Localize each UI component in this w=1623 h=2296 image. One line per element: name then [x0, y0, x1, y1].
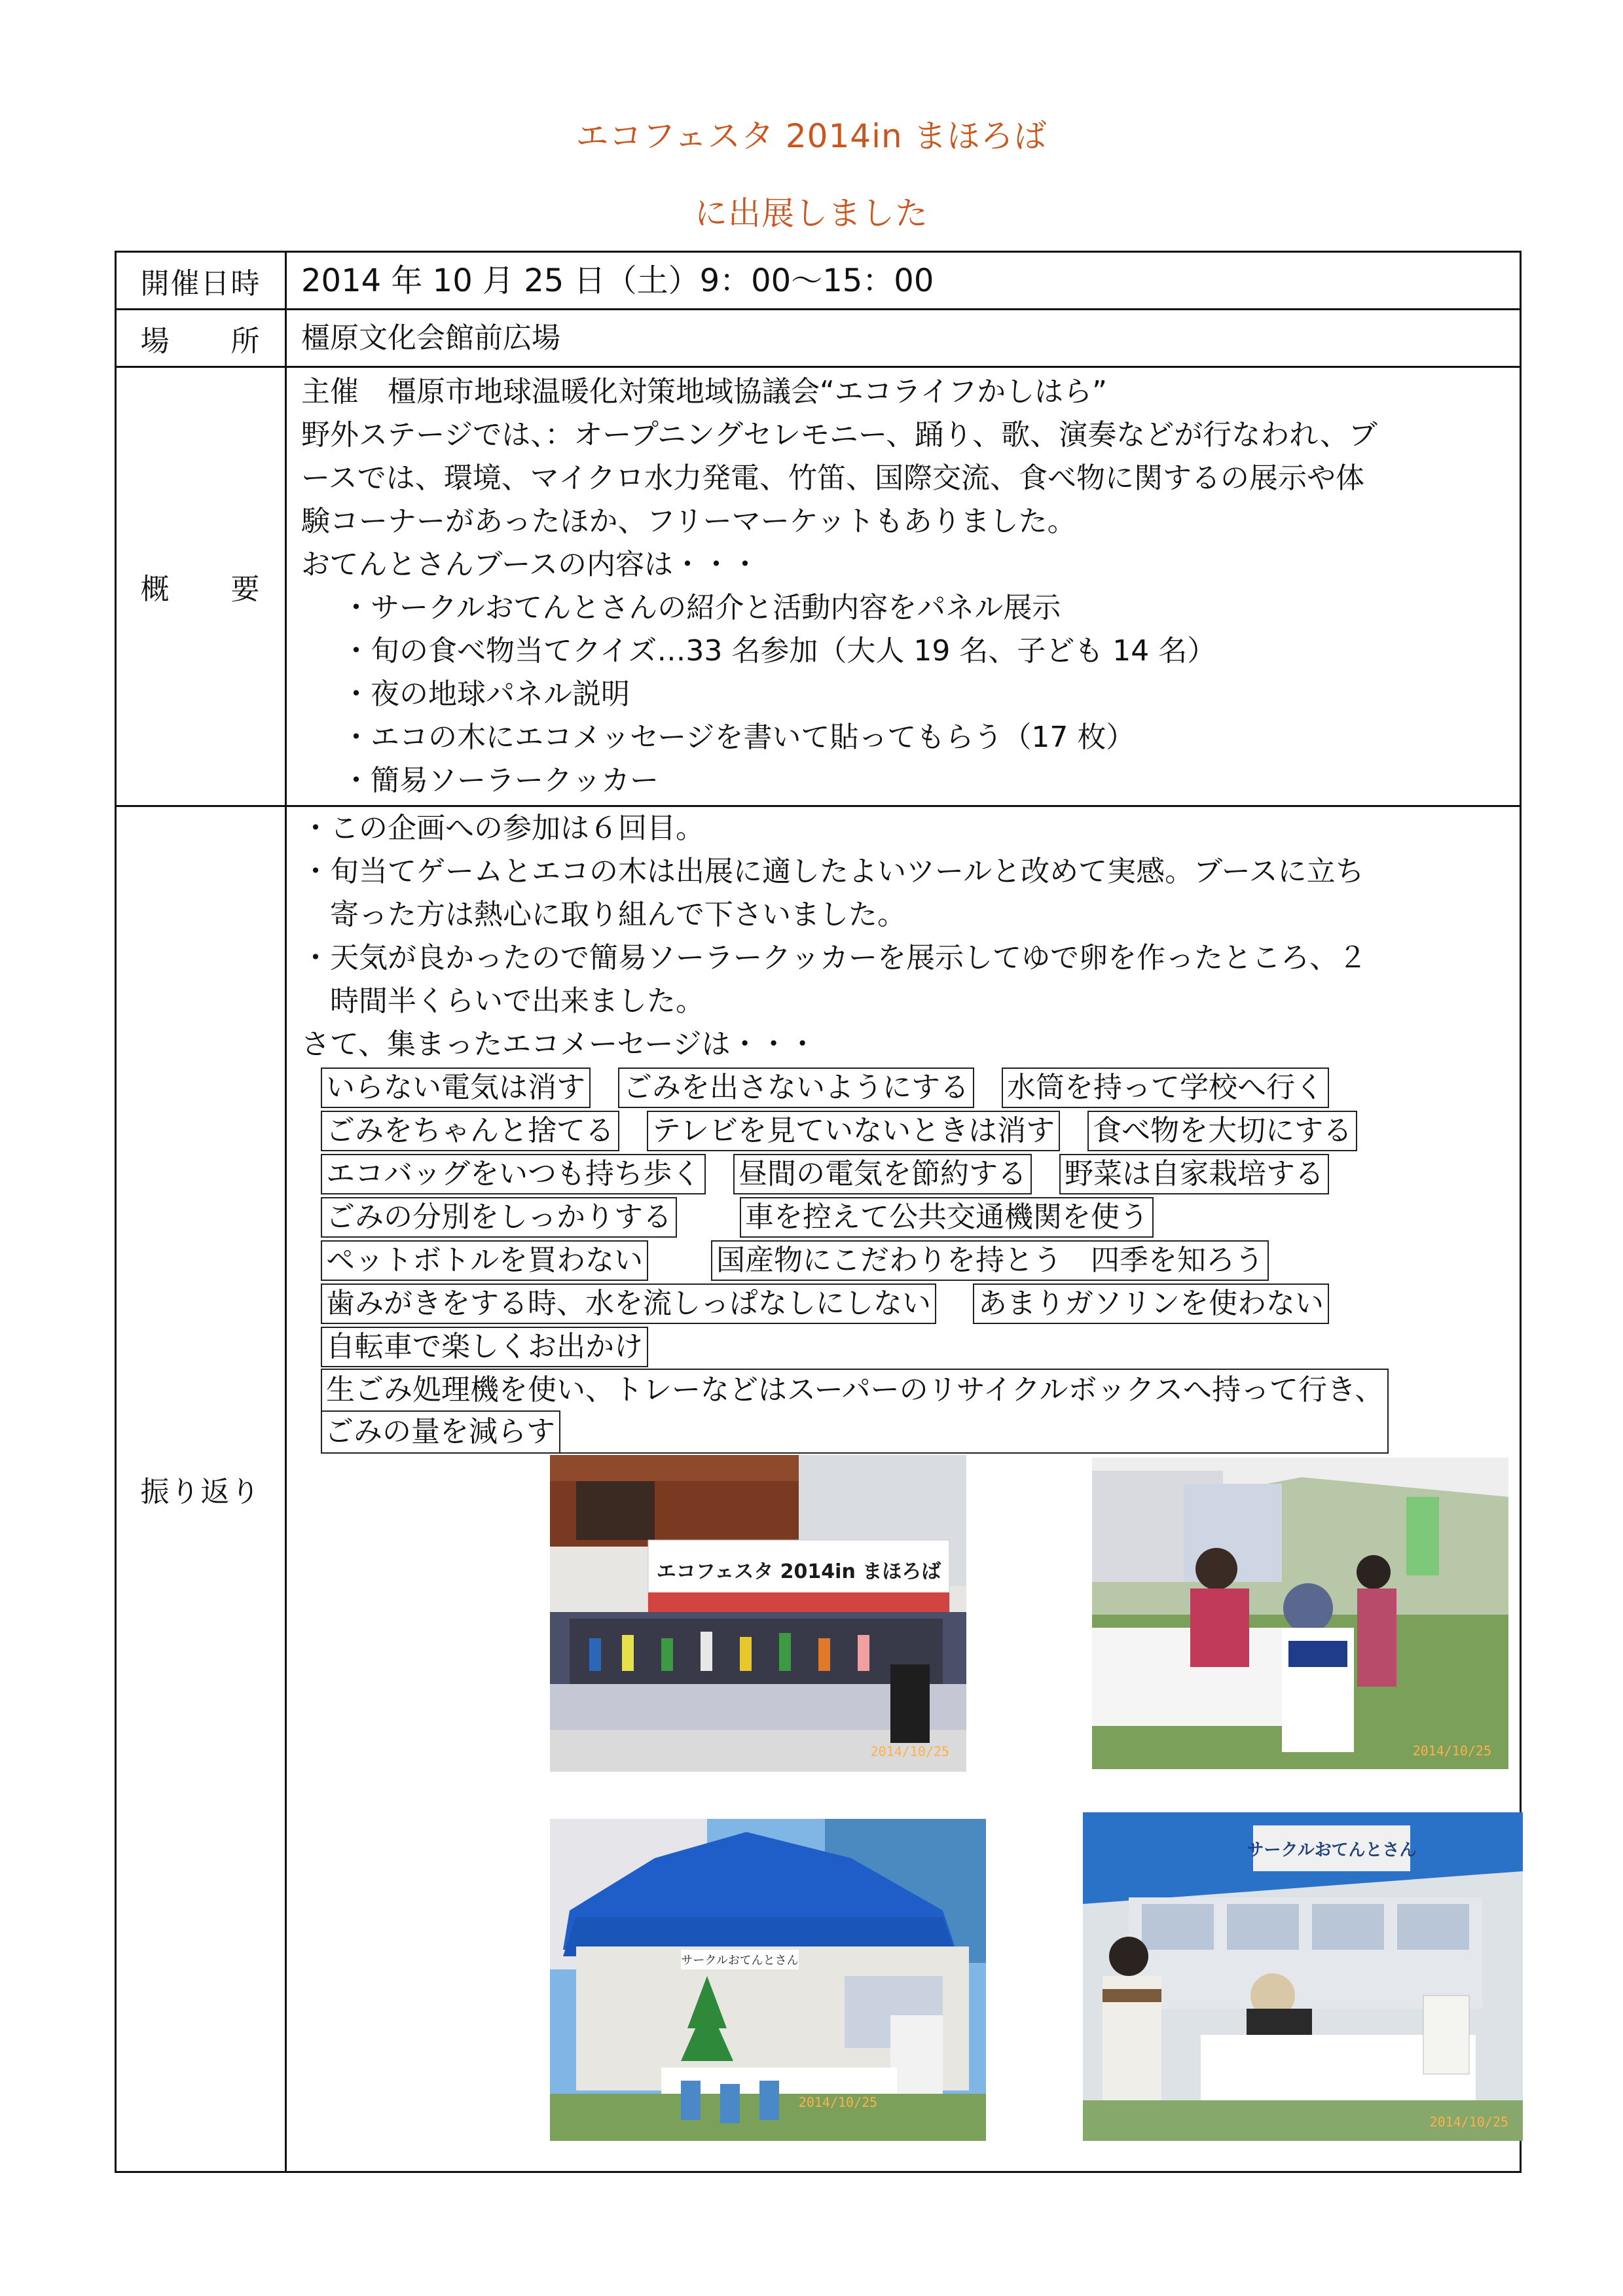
review-bullet-2a: ・旬当てゲームとエコの木は出展に適したよいツールと改めて実感。ブースに立ち — [301, 855, 1364, 888]
booth-item: ・エコの木にエコメッセージを書いて貼ってもらう（17 枚） — [342, 721, 1135, 754]
booth-interior-photo — [1083, 1812, 1523, 2141]
summary-line-3: 験コーナーがあったほか、フリーマーケットもありました。 — [301, 505, 1076, 538]
booth-intro: おてんとさんブースの内容は・・・ — [301, 548, 760, 581]
eco-message: あまりガソリンを使わない — [973, 1283, 1329, 1324]
date-stamp: 2014/10/25 — [1412, 1743, 1491, 1759]
summary-label: 概 要 — [116, 367, 286, 806]
eco-message: 国産物にこだわりを持とう 四季を知ろう — [711, 1240, 1269, 1281]
summary-line-1: 野外ステージでは、：オープニングセレモニー、踊り、歌、演奏などが行なわれ、ブ — [301, 418, 1377, 452]
eco-message: 車を控えて公共交通機関を使う — [740, 1197, 1154, 1238]
report-table — [115, 251, 1522, 2173]
stage-photo — [550, 1455, 966, 1772]
eco-message: ペットボトルを買わない — [321, 1240, 648, 1281]
eco-message: 昼間の電気を節約する — [733, 1154, 1032, 1194]
eco-message: 歯みがきをする時、水を流しっぱなしにしない — [321, 1283, 936, 1324]
review-label: 振り返り — [116, 806, 286, 2172]
eco-message: 水筒を持って学校へ行く — [1002, 1067, 1329, 1108]
date-stamp: 2014/10/25 — [1429, 2114, 1508, 2130]
eco-message: ごみの分別をしっかりする — [321, 1197, 677, 1238]
stage-photo-image — [550, 1455, 966, 1772]
summary-line-2: ースでは、環境、マイクロ水力発電、竹笛、国際交流、食べ物に関するの展示や体 — [301, 461, 1365, 495]
date-stamp: 2014/10/25 — [870, 1744, 949, 1759]
review-bullet-3a: ・天気が良かったので簡易ソーラークッカーを展示してゆで卵を作ったところ、２ — [301, 941, 1367, 975]
booth-interior-image — [1083, 1812, 1523, 2141]
place-label: 場 所 — [116, 310, 286, 367]
tent-photo — [550, 1819, 986, 2141]
messages-intro: さて、集まったエコメーセージは・・・ — [301, 1028, 817, 1061]
date-value: 2014 年 10 月 25 日（土）9：00～15：00 — [286, 252, 1521, 310]
tent-image — [550, 1819, 986, 2141]
booth-item: ・旬の食べ物当てクイズ…33 名参加（大人 19 名、子ども 14 名） — [342, 634, 1216, 668]
summary-cell — [286, 367, 1521, 806]
eco-message: ごみをちゃんと捨てる — [321, 1111, 619, 1151]
photo-area — [301, 1455, 1508, 2168]
eco-message: 野菜は自家栽培する — [1059, 1154, 1329, 1194]
date-stamp: 2014/10/25 — [798, 2094, 878, 2110]
eco-message-long-b: ごみの量を減らす — [321, 1410, 560, 1452]
booth-item: ・簡易ソーラークッカー — [342, 764, 659, 797]
review-bullet-1: ・この企画への参加は６回目。 — [301, 812, 704, 845]
eco-message: 食べ物を大切にする — [1087, 1111, 1357, 1151]
booth-sign-text: サークルおてんとさん — [1247, 1840, 1417, 1860]
place-value: 橿原文化会館前広場 — [286, 310, 1521, 367]
page-title: エコフェスタ 2014in まほろば — [575, 117, 1048, 155]
tent-sign-text: サークルおてんとさん — [681, 1954, 799, 1967]
organizer-line: 主催 橿原市地球温暖化対策地域協議会“エコライフかしはら” — [301, 375, 1107, 408]
eco-message: テレビを見ていないときは消す — [647, 1111, 1060, 1151]
date-label: 開催日時 — [116, 252, 286, 310]
eco-message: エコバッグをいつも持ち歩く — [321, 1154, 706, 1194]
review-bullet-3b: 時間半くらいで出来ました。 — [330, 984, 704, 1018]
booth-item: ・夜の地球パネル説明 — [342, 677, 630, 711]
eco-message-long-a: 生ごみ処理機を使い、トレーなどはスーパーのリサイクルボックスへ持って行き、 — [326, 1373, 1384, 1407]
review-cell — [286, 806, 1521, 2172]
booth-kids-image — [1092, 1458, 1508, 1769]
booth-kids-photo — [1092, 1458, 1508, 1769]
eco-message: 自転車で楽しくお出かけ — [321, 1327, 648, 1367]
eco-messages — [301, 1066, 1505, 1455]
eco-message: いらない電気は消す — [321, 1067, 591, 1108]
booth-item: ・サークルおてんとさんの紹介と活動内容をパネル展示 — [342, 591, 1061, 624]
review-bullet-2b: 寄った方は熱心に取り組んで下さいました。 — [330, 898, 906, 931]
stage-banner-text: エコフェスタ 2014in まほろば — [656, 1560, 941, 1583]
page-subtitle: に出展しました — [695, 194, 928, 232]
eco-message: ごみを出さないようにする — [618, 1067, 974, 1108]
